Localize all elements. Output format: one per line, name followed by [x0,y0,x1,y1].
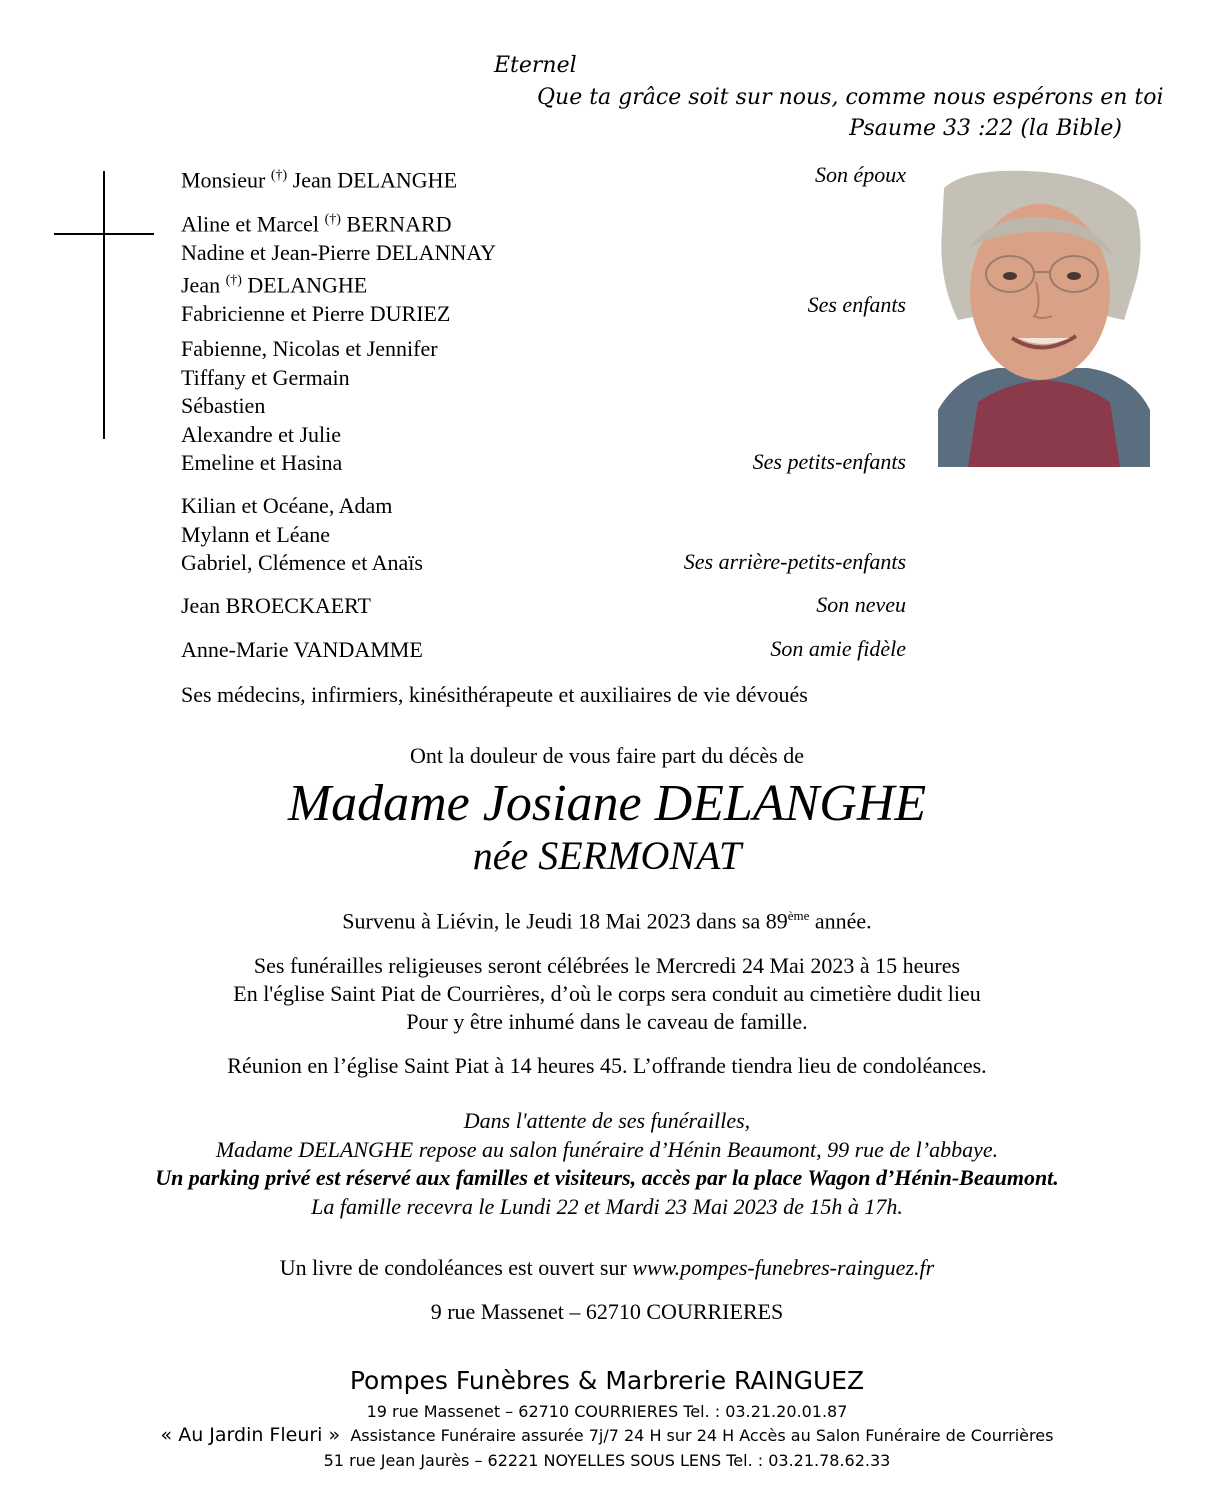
relationship-label: Son époux [814,162,906,187]
portrait-photo [938,170,1150,467]
condolences-line [0,1255,1214,1281]
family-member: Fabricienne et Pierre DURIEZ [181,301,451,327]
company-address: 19 rue Massenet – 62710 COURRIERES Tel. : 03.21.20.01.87 [366,1402,848,1421]
deceased-marker: (†) [270,168,288,183]
family-member: Nadine et Jean-Pierre DELANNAY [181,239,497,265]
ordinal-suffix: ème [787,908,810,923]
death-details [0,908,1214,934]
family-member: Mylann et Léane [181,521,331,547]
family-member: Emeline et Hasina [181,450,343,475]
family-group [181,335,438,478]
family-member: Sébastien [181,393,266,418]
jardin-fleuri-info: Assistance Funéraire assurée 7j/7 24 H sur 24 H Accès au Salon Funéraire de Courrières [350,1426,1054,1445]
family-group [181,636,423,665]
family-member: Fabienne, Nicolas et Jennifer [181,336,438,361]
condolences-link[interactable]: www.pompes-funebres-rainguez.fr [632,1255,935,1280]
parking-notice: Un parking privé est réservé aux familles et visiteurs, accès par la place Wagon d’Hénin-Beaumont. [155,1165,1059,1190]
relationship-label: Son amie fidèle [770,636,906,661]
death-details-text: Survenu à Liévin, le Jeudi 18 Mai 2023 dans sa 89 [342,908,788,934]
funeral-line: En l'église Saint Piat de Courrières, d’où le corps sera conduit au cimetière dudit lieu [233,981,981,1006]
verse-line-1: Eternel [494,53,577,78]
deceased-marker: (†) [225,273,242,289]
verse-line-2: Que ta grâce soit sur nous, comme nous espérons en toi [537,85,1164,110]
deceased-name: Madame Josiane DELANGHE [287,775,927,832]
family-group [181,492,423,578]
announcement-intro: Ont la douleur de vous faire part du décès de [409,743,805,768]
family-member: Tiffany et Germain [181,364,350,390]
relationship-label: Ses enfants [807,291,906,317]
salon-line-2: Madame DELANGHE repose au salon funéraire d’Hénin Beaumont, 99 rue de l’abbaye. [215,1137,999,1162]
jardin-fleuri-address: 51 rue Jean Jaurès – 62221 NOYELLES SOUS LENS Tel. : 03.21.78.62.33 [323,1451,891,1470]
relationship-label: Son neveu [816,592,906,617]
deceased-marker: (†) [324,212,341,227]
family-member: Anne-Marie VANDAMME [181,637,423,662]
family-member: Jean BROECKAERT [181,593,371,618]
portrait-image [938,170,1150,467]
jardin-fleuri-name: « Au Jardin Fleuri » [160,1424,341,1446]
family-member: Gabriel, Clémence et Anaïs [181,550,423,575]
funeral-line: Pour y être inhumé dans le caveau de famille. [406,1009,808,1034]
family-group [181,206,496,329]
salon-line-1: Dans l'attente de ses funérailles, [463,1108,751,1133]
death-details-end: année. [809,908,872,934]
condolences-text: Un livre de condoléances est ouvert sur [279,1255,633,1280]
family-member: Jean (†) DELANGHE [181,272,368,298]
verse-reference: Psaume 33 :22 (la Bible) [849,116,1122,141]
family-member: Monsieur (†) Jean DELANGHE [181,167,458,193]
family-group [181,592,371,621]
funeral-line: Ses funérailles religieuses seront célébrées le Mercredi 24 Mai 2023 à 15 heures [253,953,961,978]
family-member: Aline et Marcel (†) BERNARD [181,211,452,237]
medical-staff-line: Ses médecins, infirmiers, kinésithérapeute et auxiliaires de vie dévoués [181,682,808,707]
family-member: Kilian et Océane, Adam [181,493,393,518]
company-name: Pompes Funèbres & Marbrerie RAINGUEZ [349,1366,865,1395]
reunion-line: Réunion en l’église Saint Piat à 14 heures 45. L’offrande tiendra lieu de condoléances. [227,1053,987,1078]
visiting-hours: La famille recevra le Lundi 22 et Mardi 23 Mai 2023 de 15h à 17h. [311,1194,903,1219]
family-group [181,162,457,195]
maiden-name: née SERMONAT [472,833,742,878]
family-address: 9 rue Massenet – 62710 COURRIERES [430,1299,784,1324]
relationship-label: Ses arrière-petits-enfants [683,549,906,574]
family-member: Alexandre et Julie [181,421,342,447]
relationship-label: Ses petits-enfants [752,449,906,474]
jardin-fleuri-line [0,1424,1214,1446]
